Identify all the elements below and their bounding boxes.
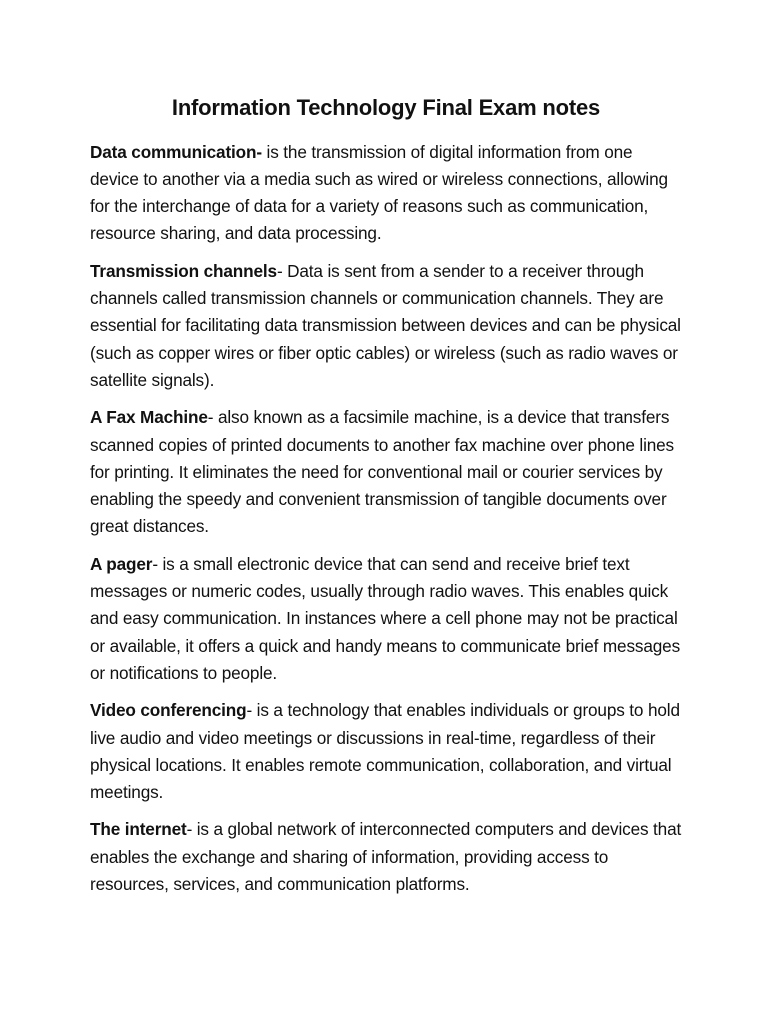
entry-definition: - also known as a facsimile machine, is a device that transfers scanned copies of printed documents to another fax machine over phone lines for printing. It eliminates the need for conventional mail or courier services by enabling the speedy and convenient transmission of tangible documents over great distances. — [90, 407, 675, 537]
entry-term: A Fax Machine — [90, 407, 208, 428]
entry-definition: - is a small electronic device that can send and receive brief text messages or numeric codes, usually through radio waves. This enables quick and easy communication. In instances where a cell phone may not be practical or available, it offers a quick and handy means to communicate brief messages or notifications to people. — [90, 553, 681, 683]
entry-internet — [90, 816, 682, 898]
entry-pager — [90, 551, 682, 687]
entry-term: Video conferencing — [90, 700, 247, 721]
entry-fax-machine — [90, 404, 682, 540]
entry-definition: is the transmission of digital information from one device to another via a media such as wired or wireless connections, allowing for the interchange of data for a variety of reasons such as communication, resource sharing, and data processing. — [90, 141, 668, 244]
entry-term: A pager — [90, 553, 153, 574]
entry-transmission-channels — [90, 258, 682, 394]
entry-data-communication — [90, 139, 682, 248]
document-title: Information Technology Final Exam notes — [171, 95, 601, 120]
entry-video-conferencing — [90, 697, 682, 806]
entry-definition: - is a technology that enables individuals or groups to hold live audio and video meetings or discussions in real-time, regardless of their physical locations. It enables remote communication, collaboration, and virtual meetings. — [90, 700, 680, 803]
entry-term: The internet — [90, 819, 187, 840]
document-page — [90, 94, 682, 908]
entry-definition: - Data is sent from a sender to a receiver through channels called transmission channels or communication channels. They are essential for facilitating data transmission between devices and can be physical (such as copper wires or fiber optic cables) or wireless (such as radio waves or satellite signals). — [90, 260, 681, 390]
entry-definition: - is a global network of interconnected computers and devices that enables the exchange and sharing of information, providing access to resources, services, and communication platforms. — [90, 819, 682, 895]
entry-term: Data communication- — [90, 141, 262, 162]
entry-term: Transmission channels — [90, 260, 277, 281]
